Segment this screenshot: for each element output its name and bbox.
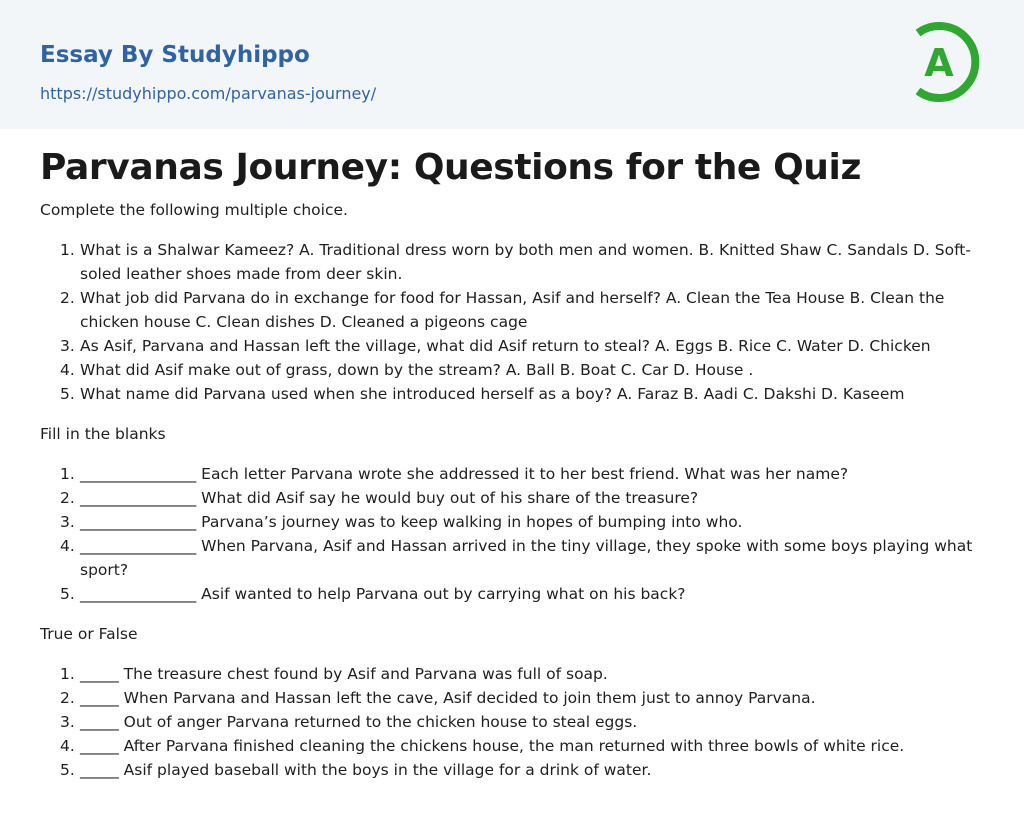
- list-item: [40, 758, 990, 782]
- true-or-false-label: True or False: [40, 625, 138, 643]
- item-number: 2.: [60, 489, 75, 507]
- question-text: _______________ Parvana’s journey was to keep walking in hopes of bumping into who.: [80, 513, 743, 531]
- list-item: [40, 662, 990, 686]
- list-item: [40, 462, 990, 486]
- list-item: [40, 534, 990, 582]
- item-number: 5.: [60, 585, 75, 603]
- logo-letter: A: [924, 41, 954, 85]
- list-item: [40, 582, 990, 606]
- question-text: What is a Shalwar Kameez? A. Traditional dress worn by both men and women. B. Knitted Shaw C. Sandals D. Soft-soled leather shoes made from deer skin.: [80, 241, 971, 283]
- multiple-choice-instructions: Complete the following multiple choice.: [40, 201, 348, 219]
- item-number: 3.: [60, 337, 75, 355]
- list-item: [40, 286, 990, 334]
- list-item: [40, 686, 990, 710]
- page-title: Parvanas Journey: Questions for the Quiz: [40, 147, 862, 188]
- item-number: 1.: [60, 665, 75, 683]
- item-number: 5.: [60, 385, 75, 403]
- question-text: What job did Parvana do in exchange for food for Hassan, Asif and herself? A. Clean the Tea House B. Clean the chicken house C. Clean dishes D. Cleaned a pigeons cage: [80, 289, 945, 331]
- site-header: [0, 0, 1024, 129]
- essay-url-link[interactable]: https://studyhippo.com/parvanas-journey/: [40, 84, 377, 103]
- question-text: _____ After Parvana finished cleaning the chickens house, the man returned with three bowls of white rice.: [80, 737, 905, 755]
- list-item: [40, 382, 990, 406]
- question-text: _______________ When Parvana, Asif and Hassan arrived in the tiny village, they spoke with some boys playing what sport?: [80, 537, 973, 579]
- item-number: 4.: [60, 737, 75, 755]
- question-text: _______________ What did Asif say he would buy out of his share of the treasure?: [80, 489, 699, 507]
- item-number: 1.: [60, 241, 75, 259]
- list-item: [40, 334, 990, 358]
- essay-content: [40, 146, 990, 798]
- item-number: 4.: [60, 537, 75, 555]
- item-number: 3.: [60, 713, 75, 731]
- question-text: What name did Parvana used when she introduced herself as a boy? A. Faraz B. Aadi C. Dakshi D. Kaseem: [80, 385, 905, 403]
- fill-in-blanks-label: Fill in the blanks: [40, 425, 166, 443]
- list-item: [40, 358, 990, 382]
- item-number: 1.: [60, 465, 75, 483]
- item-number: 2.: [60, 289, 75, 307]
- item-number: 3.: [60, 513, 75, 531]
- list-item: [40, 486, 990, 510]
- question-text: _____ The treasure chest found by Asif and Parvana was full of soap.: [80, 665, 608, 683]
- true-or-false-list: [40, 662, 990, 782]
- list-item: [40, 710, 990, 734]
- multiple-choice-list: [40, 238, 990, 406]
- question-text: _______________ Each letter Parvana wrote she addressed it to her best friend. What was her name?: [80, 465, 849, 483]
- item-number: 4.: [60, 361, 75, 379]
- item-number: 5.: [60, 761, 75, 779]
- question-text: As Asif, Parvana and Hassan left the village, what did Asif return to steal? A. Eggs B. Rice C. Water D. Chicken: [80, 337, 931, 355]
- list-item: [40, 238, 990, 286]
- fill-in-blanks-list: [40, 462, 990, 606]
- question-text: _____ Out of anger Parvana returned to the chicken house to steal eggs.: [80, 713, 638, 731]
- question-text: _____ When Parvana and Hassan left the cave, Asif decided to join them just to annoy Parvana.: [80, 689, 816, 707]
- list-item: [40, 734, 990, 758]
- question-text: _______________ Asif wanted to help Parvana out by carrying what on his back?: [80, 585, 686, 603]
- item-number: 2.: [60, 689, 75, 707]
- studyhippo-logo-icon[interactable]: [910, 18, 988, 106]
- list-item: [40, 510, 990, 534]
- question-text: _____ Asif played baseball with the boys in the village for a drink of water.: [80, 761, 652, 779]
- brand-title[interactable]: Essay By Studyhippo: [40, 42, 310, 68]
- question-text: What did Asif make out of grass, down by the stream? A. Ball B. Boat C. Car D. House .: [80, 361, 754, 379]
